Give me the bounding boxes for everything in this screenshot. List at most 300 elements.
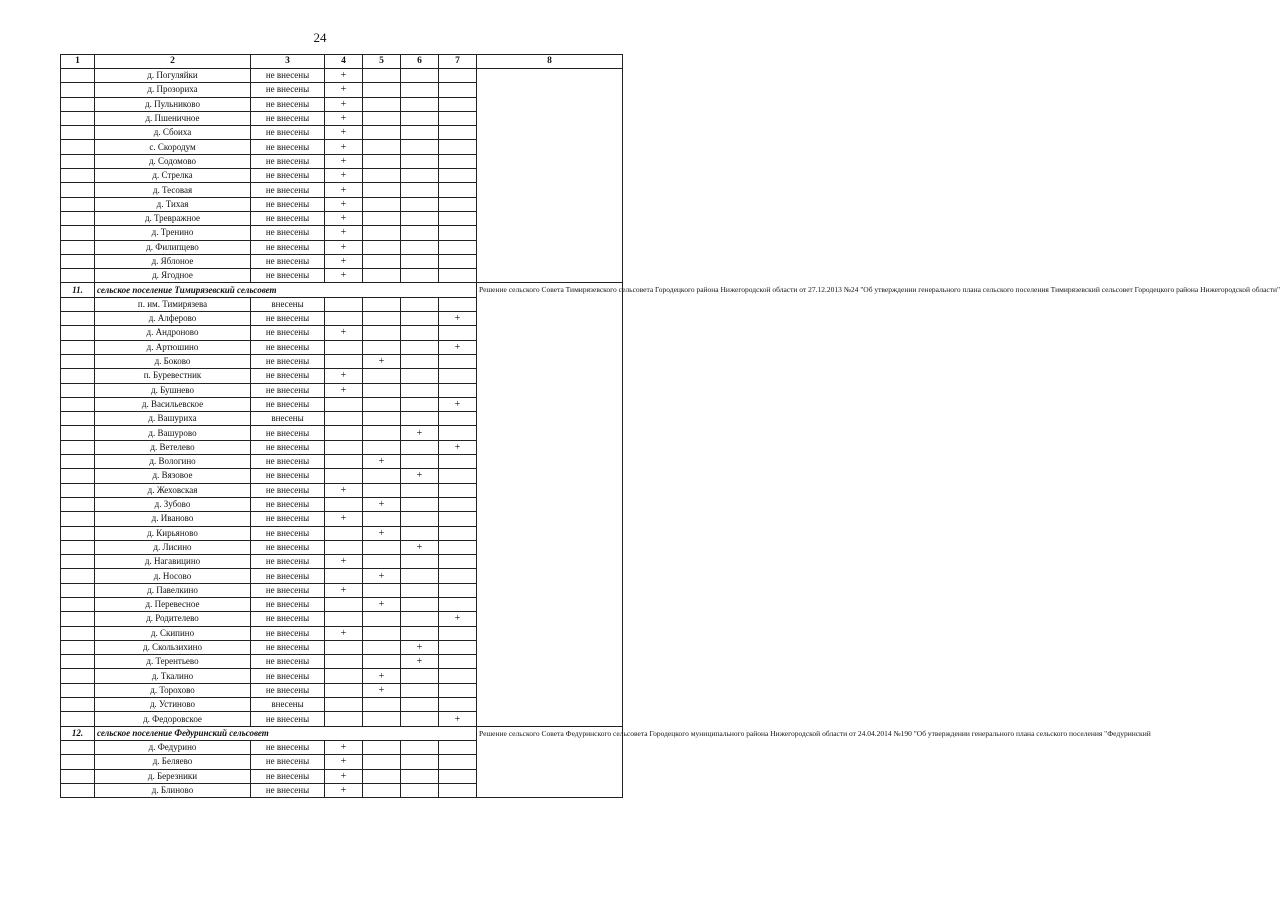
mark-cell-col-4 bbox=[325, 540, 363, 554]
mark-cell-col-4: + bbox=[325, 512, 363, 526]
mark-cell-col-5 bbox=[363, 111, 401, 125]
mark-cell-col-4: + bbox=[325, 97, 363, 111]
mark-cell-col-7 bbox=[439, 69, 477, 83]
mark-cell-col-6 bbox=[401, 412, 439, 426]
settlement-status: не внесены bbox=[251, 683, 325, 697]
settlement-status: не внесены bbox=[251, 783, 325, 797]
mark-cell-col-4 bbox=[325, 497, 363, 511]
section-number: 11. bbox=[61, 283, 95, 297]
settlement-name: д. Родителево bbox=[95, 612, 251, 626]
mark-cell-col-4: + bbox=[325, 483, 363, 497]
mark-cell-col-5 bbox=[363, 154, 401, 168]
mark-cell-col-4: + bbox=[325, 140, 363, 154]
settlement-name: д. Павелкино bbox=[95, 583, 251, 597]
settlement-status: не внесены bbox=[251, 169, 325, 183]
row-number-cell bbox=[61, 612, 95, 626]
row-number-cell bbox=[61, 640, 95, 654]
mark-cell-col-4: + bbox=[325, 626, 363, 640]
mark-cell-col-6 bbox=[401, 111, 439, 125]
column-header-8: 8 bbox=[477, 55, 623, 69]
mark-cell-col-7 bbox=[439, 326, 477, 340]
mark-cell-col-7 bbox=[439, 97, 477, 111]
settlement-name: д. Бушнево bbox=[95, 383, 251, 397]
mark-cell-col-7 bbox=[439, 626, 477, 640]
settlement-status: не внесены bbox=[251, 469, 325, 483]
row-number-cell bbox=[61, 297, 95, 311]
section-title: сельское поселение Федуринский сельсовет bbox=[95, 726, 477, 740]
section-number: 12. bbox=[61, 726, 95, 740]
mark-cell-col-4: + bbox=[325, 183, 363, 197]
row-number-cell bbox=[61, 440, 95, 454]
mark-cell-col-5 bbox=[363, 369, 401, 383]
mark-cell-col-5 bbox=[363, 540, 401, 554]
settlement-name: д. Тренино bbox=[95, 226, 251, 240]
mark-cell-col-7 bbox=[439, 555, 477, 569]
mark-cell-col-6 bbox=[401, 597, 439, 611]
row-number-cell bbox=[61, 211, 95, 225]
settlement-status: внесены bbox=[251, 698, 325, 712]
mark-cell-col-4 bbox=[325, 354, 363, 368]
settlement-name: д. Тесовая bbox=[95, 183, 251, 197]
mark-cell-col-6 bbox=[401, 140, 439, 154]
mark-cell-col-7: + bbox=[439, 312, 477, 326]
settlement-name: д. Артюшино bbox=[95, 340, 251, 354]
mark-cell-col-4: + bbox=[325, 555, 363, 569]
mark-cell-col-6 bbox=[401, 369, 439, 383]
mark-cell-col-6 bbox=[401, 126, 439, 140]
settlement-name: п. им. Тимирязева bbox=[95, 297, 251, 311]
settlement-name: д. Устиново bbox=[95, 698, 251, 712]
settlement-status: не внесены bbox=[251, 226, 325, 240]
settlement-status: не внесены bbox=[251, 111, 325, 125]
mark-cell-col-4: + bbox=[325, 197, 363, 211]
mark-cell-col-5: + bbox=[363, 669, 401, 683]
mark-cell-col-7 bbox=[439, 469, 477, 483]
mark-cell-col-7: + bbox=[439, 397, 477, 411]
row-number-cell bbox=[61, 455, 95, 469]
settlement-name: д. Боково bbox=[95, 354, 251, 368]
mark-cell-col-5 bbox=[363, 755, 401, 769]
mark-cell-col-6 bbox=[401, 211, 439, 225]
mark-cell-col-5 bbox=[363, 612, 401, 626]
settlement-status: не внесены bbox=[251, 426, 325, 440]
settlement-status: не внесены bbox=[251, 340, 325, 354]
mark-cell-col-7 bbox=[439, 211, 477, 225]
mark-cell-col-6 bbox=[401, 497, 439, 511]
mark-cell-col-5 bbox=[363, 211, 401, 225]
mark-cell-col-6 bbox=[401, 626, 439, 640]
mark-cell-col-4: + bbox=[325, 269, 363, 283]
mark-cell-col-6 bbox=[401, 183, 439, 197]
mark-cell-col-6 bbox=[401, 555, 439, 569]
settlement-name: д. Скипино bbox=[95, 626, 251, 640]
settlement-name: д. Скользихино bbox=[95, 640, 251, 654]
mark-cell-col-7 bbox=[439, 126, 477, 140]
mark-cell-col-5 bbox=[363, 626, 401, 640]
row-number-cell bbox=[61, 426, 95, 440]
row-number-cell bbox=[61, 583, 95, 597]
row-number-cell bbox=[61, 512, 95, 526]
mark-cell-col-7 bbox=[439, 698, 477, 712]
mark-cell-col-5 bbox=[363, 254, 401, 268]
header-row bbox=[61, 55, 623, 69]
column-header-2: 2 bbox=[95, 55, 251, 69]
row-number-cell bbox=[61, 97, 95, 111]
mark-cell-col-7 bbox=[439, 683, 477, 697]
settlement-name: д. Филипцево bbox=[95, 240, 251, 254]
mark-cell-col-7 bbox=[439, 197, 477, 211]
section-header-row bbox=[61, 726, 623, 740]
settlement-status: не внесены bbox=[251, 197, 325, 211]
mark-cell-col-7: + bbox=[439, 340, 477, 354]
column-header-1: 1 bbox=[61, 55, 95, 69]
mark-cell-col-5 bbox=[363, 483, 401, 497]
settlement-status: не внесены bbox=[251, 555, 325, 569]
mark-cell-col-7: + bbox=[439, 612, 477, 626]
mark-cell-col-6 bbox=[401, 526, 439, 540]
mark-cell-col-5 bbox=[363, 183, 401, 197]
mark-cell-col-4 bbox=[325, 640, 363, 654]
row-number-cell bbox=[61, 312, 95, 326]
mark-cell-col-4: + bbox=[325, 740, 363, 754]
mark-cell-col-6 bbox=[401, 154, 439, 168]
mark-cell-col-7 bbox=[439, 540, 477, 554]
row-number-cell bbox=[61, 197, 95, 211]
settlement-status: не внесены bbox=[251, 440, 325, 454]
row-number-cell bbox=[61, 497, 95, 511]
mark-cell-col-6 bbox=[401, 383, 439, 397]
settlement-status: не внесены bbox=[251, 397, 325, 411]
table-body bbox=[61, 69, 1280, 798]
row-number-cell bbox=[61, 126, 95, 140]
row-number-cell bbox=[61, 326, 95, 340]
mark-cell-col-5 bbox=[363, 655, 401, 669]
mark-cell-col-5 bbox=[363, 312, 401, 326]
row-number-cell bbox=[61, 755, 95, 769]
settlement-name: д. Беляево bbox=[95, 755, 251, 769]
settlement-status: не внесены bbox=[251, 526, 325, 540]
row-number-cell bbox=[61, 597, 95, 611]
row-number-cell bbox=[61, 669, 95, 683]
settlement-name: д. Погуляйки bbox=[95, 69, 251, 83]
settlement-name: д. Ветелево bbox=[95, 440, 251, 454]
settlement-name: д. Пшеничное bbox=[95, 111, 251, 125]
table-row bbox=[61, 69, 623, 83]
mark-cell-col-7 bbox=[439, 755, 477, 769]
settlement-name: д. Ткалино bbox=[95, 669, 251, 683]
row-number-cell bbox=[61, 254, 95, 268]
row-number-cell bbox=[61, 83, 95, 97]
mark-cell-col-5 bbox=[363, 440, 401, 454]
settlement-name: д. Тревражное bbox=[95, 211, 251, 225]
settlement-name: д. Вашуриха bbox=[95, 412, 251, 426]
settlement-name: д. Лисино bbox=[95, 540, 251, 554]
mark-cell-col-5 bbox=[363, 340, 401, 354]
mark-cell-col-5 bbox=[363, 640, 401, 654]
row-number-cell bbox=[61, 769, 95, 783]
mark-cell-col-5: + bbox=[363, 526, 401, 540]
mark-cell-col-7 bbox=[439, 569, 477, 583]
column-header-6: 6 bbox=[401, 55, 439, 69]
row-number-cell bbox=[61, 626, 95, 640]
mark-cell-col-6 bbox=[401, 226, 439, 240]
mark-cell-col-5: + bbox=[363, 597, 401, 611]
mark-cell-col-7 bbox=[439, 354, 477, 368]
settlement-status: не внесены bbox=[251, 354, 325, 368]
mark-cell-col-5: + bbox=[363, 569, 401, 583]
section-note bbox=[477, 69, 623, 283]
mark-cell-col-4 bbox=[325, 569, 363, 583]
mark-cell-col-6 bbox=[401, 612, 439, 626]
settlement-name: д. Сбоиха bbox=[95, 126, 251, 140]
mark-cell-col-6 bbox=[401, 169, 439, 183]
mark-cell-col-4: + bbox=[325, 583, 363, 597]
mark-cell-col-7 bbox=[439, 240, 477, 254]
settlement-status: не внесены bbox=[251, 312, 325, 326]
mark-cell-col-4 bbox=[325, 683, 363, 697]
row-number-cell bbox=[61, 555, 95, 569]
mark-cell-col-4: + bbox=[325, 783, 363, 797]
row-number-cell bbox=[61, 111, 95, 125]
settlement-name: д. Ягодное bbox=[95, 269, 251, 283]
column-header-7: 7 bbox=[439, 55, 477, 69]
row-number-cell bbox=[61, 683, 95, 697]
mark-cell-col-6 bbox=[401, 455, 439, 469]
mark-cell-col-6 bbox=[401, 683, 439, 697]
page-number: 24 bbox=[313, 30, 327, 45]
settlement-status: не внесены bbox=[251, 240, 325, 254]
settlement-status: не внесены bbox=[251, 740, 325, 754]
mark-cell-col-7 bbox=[439, 640, 477, 654]
mark-cell-col-7 bbox=[439, 111, 477, 125]
mark-cell-col-4: + bbox=[325, 769, 363, 783]
mark-cell-col-6 bbox=[401, 269, 439, 283]
settlement-status: не внесены bbox=[251, 126, 325, 140]
mark-cell-col-4: + bbox=[325, 169, 363, 183]
settlement-status: не внесены bbox=[251, 383, 325, 397]
settlement-status: не внесены bbox=[251, 755, 325, 769]
mark-cell-col-4 bbox=[325, 698, 363, 712]
mark-cell-col-4 bbox=[325, 455, 363, 469]
row-number-cell bbox=[61, 69, 95, 83]
row-number-cell bbox=[61, 483, 95, 497]
mark-cell-col-5 bbox=[363, 769, 401, 783]
mark-cell-col-5 bbox=[363, 383, 401, 397]
mark-cell-col-5 bbox=[363, 240, 401, 254]
mark-cell-col-5 bbox=[363, 712, 401, 726]
mark-cell-col-5 bbox=[363, 226, 401, 240]
row-number-cell bbox=[61, 183, 95, 197]
settlement-status: не внесены bbox=[251, 69, 325, 83]
mark-cell-col-6 bbox=[401, 512, 439, 526]
settlement-status: внесены bbox=[251, 297, 325, 311]
row-number-cell bbox=[61, 226, 95, 240]
settlement-status: не внесены bbox=[251, 183, 325, 197]
mark-cell-col-6 bbox=[401, 698, 439, 712]
row-number-cell bbox=[61, 240, 95, 254]
mark-cell-col-7 bbox=[439, 769, 477, 783]
mark-cell-col-4: + bbox=[325, 326, 363, 340]
settlement-status: не внесены bbox=[251, 269, 325, 283]
settlement-name: д. Торохово bbox=[95, 683, 251, 697]
mark-cell-col-7 bbox=[439, 369, 477, 383]
settlement-status: не внесены bbox=[251, 254, 325, 268]
mark-cell-col-4 bbox=[325, 597, 363, 611]
settlement-status: не внесены bbox=[251, 211, 325, 225]
row-number-cell bbox=[61, 698, 95, 712]
mark-cell-col-5 bbox=[363, 397, 401, 411]
mark-cell-col-5 bbox=[363, 412, 401, 426]
mark-cell-col-6 bbox=[401, 354, 439, 368]
mark-cell-col-6 bbox=[401, 740, 439, 754]
mark-cell-col-4 bbox=[325, 440, 363, 454]
settlement-name: д. Носово bbox=[95, 569, 251, 583]
mark-cell-col-4 bbox=[325, 712, 363, 726]
settlement-status: не внесены bbox=[251, 712, 325, 726]
mark-cell-col-6 bbox=[401, 712, 439, 726]
row-number-cell bbox=[61, 569, 95, 583]
settlement-name: д. Содомово bbox=[95, 154, 251, 168]
settlement-name: д. Березники bbox=[95, 769, 251, 783]
settlement-status: внесены bbox=[251, 412, 325, 426]
mark-cell-col-7 bbox=[439, 655, 477, 669]
mark-cell-col-5 bbox=[363, 126, 401, 140]
mark-cell-col-4 bbox=[325, 469, 363, 483]
mark-cell-col-6: + bbox=[401, 640, 439, 654]
mark-cell-col-7 bbox=[439, 412, 477, 426]
mark-cell-col-4 bbox=[325, 297, 363, 311]
mark-cell-col-5 bbox=[363, 783, 401, 797]
mark-cell-col-4: + bbox=[325, 755, 363, 769]
row-number-cell bbox=[61, 340, 95, 354]
mark-cell-col-4: + bbox=[325, 126, 363, 140]
mark-cell-col-5 bbox=[363, 698, 401, 712]
mark-cell-col-5 bbox=[363, 97, 401, 111]
mark-cell-col-4: + bbox=[325, 240, 363, 254]
column-header-5: 5 bbox=[363, 55, 401, 69]
mark-cell-col-5: + bbox=[363, 497, 401, 511]
settlement-name: д. Прозориха bbox=[95, 83, 251, 97]
row-number-cell bbox=[61, 154, 95, 168]
mark-cell-col-6 bbox=[401, 440, 439, 454]
row-number-cell bbox=[61, 140, 95, 154]
mark-cell-col-4 bbox=[325, 412, 363, 426]
mark-cell-col-7 bbox=[439, 154, 477, 168]
mark-cell-col-6 bbox=[401, 569, 439, 583]
mark-cell-col-7 bbox=[439, 183, 477, 197]
mark-cell-col-7 bbox=[439, 512, 477, 526]
settlement-status: не внесены bbox=[251, 369, 325, 383]
mark-cell-col-4 bbox=[325, 669, 363, 683]
settlement-status: не внесены bbox=[251, 497, 325, 511]
row-number-cell bbox=[61, 712, 95, 726]
mark-cell-col-5: + bbox=[363, 354, 401, 368]
mark-cell-col-5 bbox=[363, 69, 401, 83]
mark-cell-col-6: + bbox=[401, 540, 439, 554]
mark-cell-col-6 bbox=[401, 297, 439, 311]
mark-cell-col-7 bbox=[439, 740, 477, 754]
settlement-status: не внесены bbox=[251, 140, 325, 154]
settlement-status: не внесены bbox=[251, 626, 325, 640]
mark-cell-col-7 bbox=[439, 455, 477, 469]
mark-cell-col-4 bbox=[325, 340, 363, 354]
mark-cell-col-6: + bbox=[401, 655, 439, 669]
mark-cell-col-4 bbox=[325, 312, 363, 326]
column-header-4: 4 bbox=[325, 55, 363, 69]
settlement-name: д. Иваново bbox=[95, 512, 251, 526]
mark-cell-col-7 bbox=[439, 497, 477, 511]
settlement-status: не внесены bbox=[251, 540, 325, 554]
mark-cell-col-7: + bbox=[439, 440, 477, 454]
mark-cell-col-4: + bbox=[325, 369, 363, 383]
settlement-name: д. Вязовое bbox=[95, 469, 251, 483]
mark-cell-col-7 bbox=[439, 583, 477, 597]
row-number-cell bbox=[61, 412, 95, 426]
mark-cell-col-5 bbox=[363, 555, 401, 569]
mark-cell-col-4 bbox=[325, 526, 363, 540]
settlement-status: не внесены bbox=[251, 455, 325, 469]
mark-cell-col-5 bbox=[363, 469, 401, 483]
mark-cell-col-4 bbox=[325, 655, 363, 669]
mark-cell-col-4: + bbox=[325, 154, 363, 168]
mark-cell-col-5 bbox=[363, 326, 401, 340]
mark-cell-col-4 bbox=[325, 612, 363, 626]
settlements-table bbox=[60, 54, 1280, 798]
section-note: Решение сельского Совета Тимирязевского сельсовета Городецкого района Нижегородской области от 27.12.2013 №24 "Об утверждении генерального плана сельского поселения Тимирязевский сельсовет Городецкого района Нижегородской области" bbox=[477, 283, 623, 726]
mark-cell-col-7 bbox=[439, 426, 477, 440]
row-number-cell bbox=[61, 397, 95, 411]
mark-cell-col-4: + bbox=[325, 211, 363, 225]
mark-cell-col-7: + bbox=[439, 712, 477, 726]
row-number-cell bbox=[61, 269, 95, 283]
mark-cell-col-6: + bbox=[401, 426, 439, 440]
settlement-name: д. Васильевское bbox=[95, 397, 251, 411]
mark-cell-col-6 bbox=[401, 254, 439, 268]
mark-cell-col-6 bbox=[401, 197, 439, 211]
settlement-status: не внесены bbox=[251, 154, 325, 168]
settlement-status: не внесены bbox=[251, 597, 325, 611]
mark-cell-col-7 bbox=[439, 483, 477, 497]
settlement-name: д. Федурино bbox=[95, 740, 251, 754]
mark-cell-col-4: + bbox=[325, 69, 363, 83]
mark-cell-col-5 bbox=[363, 740, 401, 754]
mark-cell-col-7 bbox=[439, 169, 477, 183]
mark-cell-col-6 bbox=[401, 669, 439, 683]
settlement-name: п. Буревестник bbox=[95, 369, 251, 383]
settlement-status: не внесены bbox=[251, 569, 325, 583]
settlement-status: не внесены bbox=[251, 326, 325, 340]
settlement-status: не внесены bbox=[251, 583, 325, 597]
mark-cell-col-4: + bbox=[325, 226, 363, 240]
settlement-name: д. Перевесное bbox=[95, 597, 251, 611]
mark-cell-col-7 bbox=[439, 383, 477, 397]
mark-cell-col-5 bbox=[363, 140, 401, 154]
mark-cell-col-4 bbox=[325, 397, 363, 411]
settlement-name: д. Блиново bbox=[95, 783, 251, 797]
section-header-row bbox=[61, 283, 623, 297]
mark-cell-col-6 bbox=[401, 240, 439, 254]
mark-cell-col-6 bbox=[401, 312, 439, 326]
mark-cell-col-6 bbox=[401, 483, 439, 497]
mark-cell-col-7 bbox=[439, 254, 477, 268]
mark-cell-col-4: + bbox=[325, 111, 363, 125]
mark-cell-col-7 bbox=[439, 526, 477, 540]
mark-cell-col-7 bbox=[439, 226, 477, 240]
mark-cell-col-7 bbox=[439, 669, 477, 683]
row-number-cell bbox=[61, 469, 95, 483]
settlement-name: д. Пульниково bbox=[95, 97, 251, 111]
mark-cell-col-5: + bbox=[363, 683, 401, 697]
